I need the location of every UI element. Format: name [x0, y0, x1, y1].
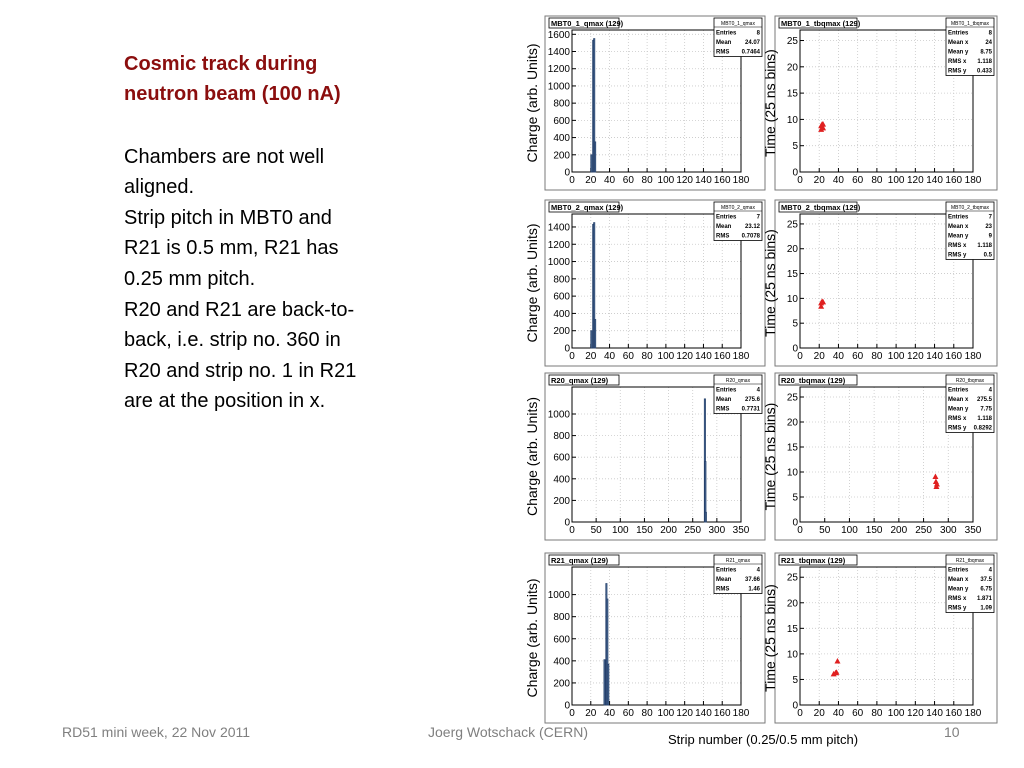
panel-7-x-tick-label: 180 — [732, 708, 750, 719]
panel-4-stats-label: Mean y — [948, 233, 969, 240]
panel-1-y-tick-label: 1200 — [547, 64, 570, 76]
panel-3-bar — [591, 331, 592, 348]
panel-6-stats-value: 7.75 — [980, 406, 992, 413]
panel-3-x-tick-label: 180 — [732, 351, 750, 362]
panel-6-stats-value: 1.118 — [977, 416, 992, 422]
panel-1-x-tick-label: 0 — [569, 175, 575, 186]
body-line-3: Strip pitch in MBT0 and — [124, 207, 332, 229]
panel-4-stats-value: 9 — [988, 233, 992, 240]
panel-8-x-tick-label: 180 — [964, 708, 982, 719]
panel-5-x-tick-label: 300 — [708, 525, 726, 536]
panel-3-y-tick-label: 0 — [564, 343, 570, 355]
panel-2-stats-label: Mean y — [948, 49, 969, 56]
panel-2-y-tick-label: 10 — [786, 114, 798, 126]
panel-3-y-axis-label: Charge (arb. Units) — [524, 223, 540, 343]
panel-7-stats-value: 1.46 — [748, 586, 760, 593]
panel-1-stats-name: MBT0_1_qmax — [721, 21, 755, 27]
footer-author: Joerg Wotschack (CERN) — [428, 724, 589, 740]
panel-2-y-axis-label: Time (25 ns bins) — [762, 49, 778, 157]
panel-2-x-tick-label: 60 — [852, 175, 864, 186]
panel-6-y-axis-label: Time (25 ns bins) — [762, 402, 778, 511]
panel-3-y-tick-label: 1200 — [547, 239, 570, 251]
panel-4-stats-value: 23 — [985, 224, 992, 230]
panel-2-y-tick-label: 20 — [786, 62, 798, 74]
panel-8-x-tick-label: 0 — [797, 708, 803, 719]
panel-8-x-tick-label: 160 — [945, 708, 963, 719]
panel-7-x-tick-label: 160 — [713, 708, 731, 719]
panel-3-stats-value: 0.7078 — [741, 233, 760, 240]
panel-7-y-axis-label: Charge (arb. Units) — [524, 578, 540, 698]
panel-1-y-tick-label: 200 — [553, 150, 570, 162]
panel-7-y-tick-label: 600 — [553, 634, 570, 646]
panel-2-y-tick-label: 25 — [786, 36, 798, 48]
panel-3-stats-value: 23.12 — [744, 224, 760, 230]
panel-5-y-tick-label: 400 — [553, 474, 570, 486]
panel-3-x-tick-label: 60 — [622, 351, 634, 362]
panel-7-x-tick-label: 140 — [695, 708, 712, 719]
panel-4-y-tick-label: 10 — [786, 293, 798, 305]
panel-6-x-tick-label: 250 — [915, 525, 932, 536]
panel-8-y-axis-label: Time (25 ns bins) — [762, 584, 778, 692]
panel-1-x-tick-label: 180 — [732, 175, 750, 186]
panel-6-x-tick-label: 300 — [939, 525, 957, 536]
panel-7-stats-label: Mean — [716, 577, 732, 583]
panel-4-y-tick-label: 15 — [786, 269, 798, 281]
panel-1-stats-label: Mean — [716, 40, 732, 46]
panel-5-y-axis-label: Charge (arb. Units) — [524, 396, 540, 517]
panel-2-x-tick-label: 100 — [887, 175, 905, 186]
panel-5-stats-name: R20_qmax — [725, 378, 751, 384]
panel-4-y-axis-label: Time (25 ns bins) — [762, 229, 778, 337]
panel-5-stats-value: 0.7731 — [741, 406, 760, 413]
panel-8-y-tick-label: 25 — [786, 572, 798, 584]
panel-1-y-tick-label: 600 — [553, 115, 570, 127]
panel-2-stats-label: Mean x — [948, 40, 969, 46]
panel-6-y-tick-label: 5 — [792, 492, 798, 504]
panel-5-x-tick-label: 0 — [569, 525, 575, 536]
panel-6-x-tick-label: 0 — [797, 525, 803, 536]
panel-7-stats-value: 4 — [756, 567, 760, 574]
panel-3-y-tick-label: 1400 — [547, 222, 570, 234]
panel-8-y-tick-label: 20 — [786, 598, 798, 610]
panel-1-y-tick-label: 400 — [553, 133, 570, 145]
panel-7-y-tick-label: 800 — [553, 612, 570, 624]
panel-6-stats-label: RMS x — [948, 416, 967, 422]
panel-4-x-tick-label: 0 — [797, 351, 803, 362]
panel-7-y-tick-label: 200 — [553, 678, 570, 690]
panel-2-y-tick-label: 15 — [786, 88, 798, 100]
panel-8-title: R21_tbqmax (129) — [781, 556, 846, 565]
panel-2-stats-label: RMS x — [948, 59, 967, 65]
panel-1-y-tick-label: 1600 — [547, 29, 570, 41]
panel-8-stats-label: RMS y — [948, 605, 967, 612]
panel-4-stats-name: MBT0_2_tbqmax — [950, 205, 990, 211]
x-axis-caption: Strip number (0.25/0.5 mm pitch) — [668, 732, 859, 747]
panel-1-x-tick-label: 80 — [641, 175, 653, 186]
panel-8-y-tick-label: 10 — [786, 649, 798, 661]
panel-5-y-tick-label: 800 — [553, 431, 570, 443]
panel-5-stats-value: 275.6 — [744, 397, 760, 403]
panel-2-stats-label: Entries — [948, 30, 969, 37]
panel-1-x-tick-label: 160 — [713, 175, 731, 186]
panel-2-stats-value: 8.75 — [980, 49, 992, 56]
panel-8-x-tick-label: 140 — [926, 708, 943, 719]
panel-5-x-tick-label: 50 — [590, 525, 602, 536]
panel-1-x-tick-label: 40 — [603, 175, 616, 186]
panel-7-y-tick-label: 1000 — [547, 590, 570, 602]
panel-5-x-tick-label: 200 — [660, 525, 677, 536]
panel-4-y-tick-label: 20 — [786, 244, 798, 256]
panel-4-x-tick-label: 100 — [887, 351, 905, 362]
panel-8-x-tick-label: 80 — [871, 708, 883, 719]
panel-3-x-tick-label: 160 — [713, 351, 731, 362]
panel-2-x-tick-label: 180 — [964, 175, 982, 186]
panel-4-stats-label: Entries — [948, 214, 969, 221]
panel-3-x-tick-label: 80 — [641, 351, 653, 362]
panel-1-stats-value: 24.07 — [744, 40, 760, 46]
panel-7-bar — [604, 660, 605, 705]
panel-1-x-tick-label: 20 — [585, 175, 597, 186]
page-number: 10 — [944, 724, 960, 740]
panel-4-x-tick-label: 140 — [926, 351, 943, 362]
panel-3-x-tick-label: 20 — [585, 351, 597, 362]
panel-6-y-tick-label: 10 — [786, 467, 798, 479]
footer-event: RD51 mini week, 22 Nov 2011 — [62, 724, 251, 740]
panel-7-x-tick-label: 40 — [603, 708, 616, 719]
panel-4-stats-label: Mean x — [948, 224, 969, 230]
panel-3-y-tick-label: 400 — [553, 308, 570, 320]
panel-1-bar — [595, 142, 596, 172]
panel-7-stats-value: 37.66 — [744, 577, 760, 583]
panel-6-stats-label: Entries — [948, 387, 969, 394]
panel-7-stats-name: R21_qmax — [725, 558, 751, 564]
panel-4-stats-value: 7 — [988, 214, 992, 221]
panel-6-stats-value: 0.8292 — [973, 425, 992, 432]
panel-3-x-tick-label: 140 — [695, 351, 712, 362]
panel-6-stats-name: R20_tbqmax — [955, 378, 985, 384]
panel-4-x-tick-label: 40 — [832, 351, 845, 362]
panel-5-stats-value: 4 — [756, 387, 760, 394]
body-line-1: Chambers are not well — [124, 146, 325, 168]
panel-6-y-tick-label: 20 — [786, 417, 798, 429]
panel-3-y-tick-label: 800 — [553, 274, 570, 286]
panel-8-stats-label: RMS x — [948, 596, 967, 602]
panel-7-x-tick-label: 100 — [657, 708, 675, 719]
body-line-2: aligned. — [124, 176, 195, 198]
body-line-6: R20 and R21 are back-to- — [124, 299, 355, 321]
panel-1-x-tick-label: 120 — [676, 175, 694, 186]
panel-2-stats-value: 0.433 — [976, 68, 992, 75]
panel-8-stats-value: 6.75 — [980, 586, 992, 593]
panel-5-stats-label: Mean — [716, 397, 732, 403]
panel-3-stats-value: 7 — [756, 214, 760, 221]
panel-3-x-tick-label: 120 — [676, 351, 694, 362]
panel-6-x-tick-label: 200 — [890, 525, 908, 536]
panel-1-title: MBT0_1_qmax (129) — [551, 19, 624, 28]
panel-2-x-tick-label: 20 — [813, 175, 825, 186]
panel-1-x-tick-label: 140 — [695, 175, 712, 186]
panel-4-y-tick-label: 25 — [786, 219, 798, 231]
panel-7-x-tick-label: 120 — [676, 708, 694, 719]
panel-6-x-tick-label: 350 — [964, 525, 982, 536]
panel-8-y-tick-label: 15 — [786, 623, 798, 635]
panel-3-y-tick-label: 200 — [553, 326, 570, 338]
panel-7-y-tick-label: 400 — [553, 656, 570, 668]
panel-5-stats-label: RMS — [716, 406, 730, 413]
panel-2-x-tick-label: 80 — [871, 175, 883, 186]
panel-3-y-tick-label: 1000 — [547, 257, 570, 269]
panel-7-x-tick-label: 80 — [641, 708, 653, 719]
panel-6-stats-label: RMS y — [948, 425, 967, 432]
panel-4-x-tick-label: 20 — [813, 351, 825, 362]
panel-2-stats-label: RMS y — [948, 68, 967, 75]
panel-2-y-tick-label: 5 — [792, 141, 798, 153]
panel-7-stats-label: RMS — [716, 586, 730, 593]
panel-8-stats-name: R21_tbqmax — [955, 558, 985, 564]
panel-4-y-tick-label: 5 — [792, 318, 798, 330]
panel-3-x-tick-label: 100 — [657, 351, 675, 362]
panel-5-stats-label: Entries — [716, 387, 737, 394]
panel-8-stats-label: Mean y — [948, 586, 969, 593]
panel-4-x-tick-label: 120 — [906, 351, 924, 362]
panel-7-y-tick-label: 0 — [564, 700, 570, 712]
body-line-8: R20 and strip no. 1 in R21 — [124, 360, 357, 382]
panel-7-x-tick-label: 20 — [585, 708, 597, 719]
panel-7-x-tick-label: 0 — [569, 708, 575, 719]
panel-3-x-tick-label: 0 — [569, 351, 575, 362]
panel-8-y-tick-label: 0 — [792, 700, 798, 712]
panel-3-stats-label: RMS — [716, 233, 730, 240]
panel-5-x-tick-label: 150 — [636, 525, 653, 536]
panel-3-bar — [595, 319, 596, 348]
panel-4-stats-value: 0.5 — [983, 252, 992, 259]
panel-8-stats-value: 4 — [988, 567, 992, 574]
panel-1-stats-value: 0.7464 — [741, 49, 760, 56]
panel-6-stats-label: Mean y — [948, 406, 969, 413]
panel-2-x-tick-label: 120 — [906, 175, 924, 186]
panel-2-stats-value: 1.118 — [977, 59, 992, 65]
panel-4-y-tick-label: 0 — [792, 343, 798, 355]
panel-3-stats-name: MBT0_2_qmax — [721, 205, 755, 211]
panel-2-stats-name: MBT0_1_tbqmax — [950, 21, 990, 27]
panel-1-bar — [591, 155, 592, 172]
panel-1-y-axis-label: Charge (arb. Units) — [524, 43, 540, 163]
panel-1-y-tick-label: 0 — [564, 167, 570, 179]
panel-7-stats-label: Entries — [716, 567, 737, 574]
panel-1-y-tick-label: 800 — [553, 98, 570, 110]
panel-8-x-tick-label: 60 — [852, 708, 864, 719]
panel-4-stats-value: 1.118 — [977, 243, 992, 249]
panel-5-title: R20_qmax (129) — [551, 376, 609, 385]
panel-6-y-tick-label: 0 — [792, 517, 798, 529]
panel-8-stats-label: Entries — [948, 567, 969, 574]
panel-7-title: R21_qmax (129) — [551, 556, 609, 565]
panel-6-title: R20_tbqmax (129) — [781, 376, 846, 385]
panel-6-stats-value: 275.5 — [976, 397, 992, 403]
panel-4-x-tick-label: 160 — [945, 351, 963, 362]
panel-4-x-tick-label: 60 — [852, 351, 864, 362]
panel-6-stats-label: Mean x — [948, 397, 969, 403]
panel-1-x-tick-label: 60 — [622, 175, 634, 186]
panel-4-x-tick-label: 80 — [871, 351, 883, 362]
panel-7-x-tick-label: 60 — [622, 708, 634, 719]
panel-5-x-tick-label: 350 — [732, 525, 750, 536]
panel-8-x-tick-label: 120 — [906, 708, 924, 719]
body-line-7: back, i.e. strip no. 360 in — [124, 329, 341, 351]
panel-1-stats-label: Entries — [716, 30, 737, 37]
panel-2-x-tick-label: 0 — [797, 175, 803, 186]
panel-2-x-tick-label: 160 — [945, 175, 963, 186]
panel-6-y-tick-label: 25 — [786, 392, 798, 404]
panel-1-stats-value: 8 — [756, 30, 760, 37]
panel-4-x-tick-label: 180 — [964, 351, 982, 362]
panel-8-x-tick-label: 20 — [813, 708, 825, 719]
panel-3-title: MBT0_2_qmax (129) — [551, 203, 624, 212]
panel-8-y-tick-label: 5 — [792, 674, 798, 686]
panel-4-title: MBT0_2_tbqmax (129) — [781, 203, 861, 212]
panel-3-stats-label: Entries — [716, 214, 737, 221]
panel-2-title: MBT0_1_tbqmax (129) — [781, 19, 861, 28]
panel-4-stats-label: RMS x — [948, 243, 967, 249]
panel-5-y-tick-label: 1000 — [547, 409, 570, 421]
panel-1-y-tick-label: 1400 — [547, 47, 570, 59]
title-line-2: neutron beam (100 nA) — [124, 83, 341, 105]
panel-8-stats-value: 37.5 — [980, 577, 992, 583]
panel-6-stats-value: 4 — [988, 387, 992, 394]
title-line-1: Cosmic track during — [124, 53, 318, 75]
panel-8-x-tick-label: 100 — [887, 708, 905, 719]
panel-2-stats-value: 8 — [988, 30, 992, 37]
panel-6-x-tick-label: 100 — [841, 525, 858, 536]
panel-3-x-tick-label: 40 — [603, 351, 616, 362]
panel-1-stats-label: RMS — [716, 49, 730, 56]
body-line-4: R21 is 0.5 mm, R21 has — [124, 237, 339, 259]
panel-7-bar — [608, 664, 609, 705]
panel-8-stats-label: Mean x — [948, 577, 969, 583]
panel-2-x-tick-label: 40 — [832, 175, 845, 186]
panel-1-y-tick-label: 1000 — [547, 81, 570, 93]
panel-5-bar — [705, 512, 706, 522]
panel-6-x-tick-label: 50 — [819, 525, 831, 536]
panel-3-y-tick-label: 600 — [553, 291, 570, 303]
body-line-9: are at the position in x. — [124, 390, 326, 412]
panel-2-x-tick-label: 140 — [926, 175, 943, 186]
panel-2-stats-value: 24 — [985, 40, 992, 46]
panel-5-x-tick-label: 100 — [611, 525, 629, 536]
panel-6-x-tick-label: 150 — [865, 525, 883, 536]
panel-5-y-tick-label: 600 — [553, 452, 570, 464]
panel-2-y-tick-label: 0 — [792, 167, 798, 179]
panel-8-stats-value: 1.09 — [980, 605, 992, 612]
panel-3-stats-label: Mean — [716, 224, 732, 230]
panel-5-x-tick-label: 250 — [684, 525, 702, 536]
panel-5-y-tick-label: 200 — [553, 495, 570, 507]
panel-4-stats-label: RMS y — [948, 252, 967, 259]
panel-8-stats-value: 1.871 — [976, 596, 992, 602]
panel-5-y-tick-label: 0 — [564, 517, 570, 529]
panel-1-x-tick-label: 100 — [657, 175, 675, 186]
panel-8-x-tick-label: 40 — [832, 708, 845, 719]
body-line-5: 0.25 mm pitch. — [124, 268, 256, 290]
panel-6-y-tick-label: 15 — [786, 442, 798, 454]
